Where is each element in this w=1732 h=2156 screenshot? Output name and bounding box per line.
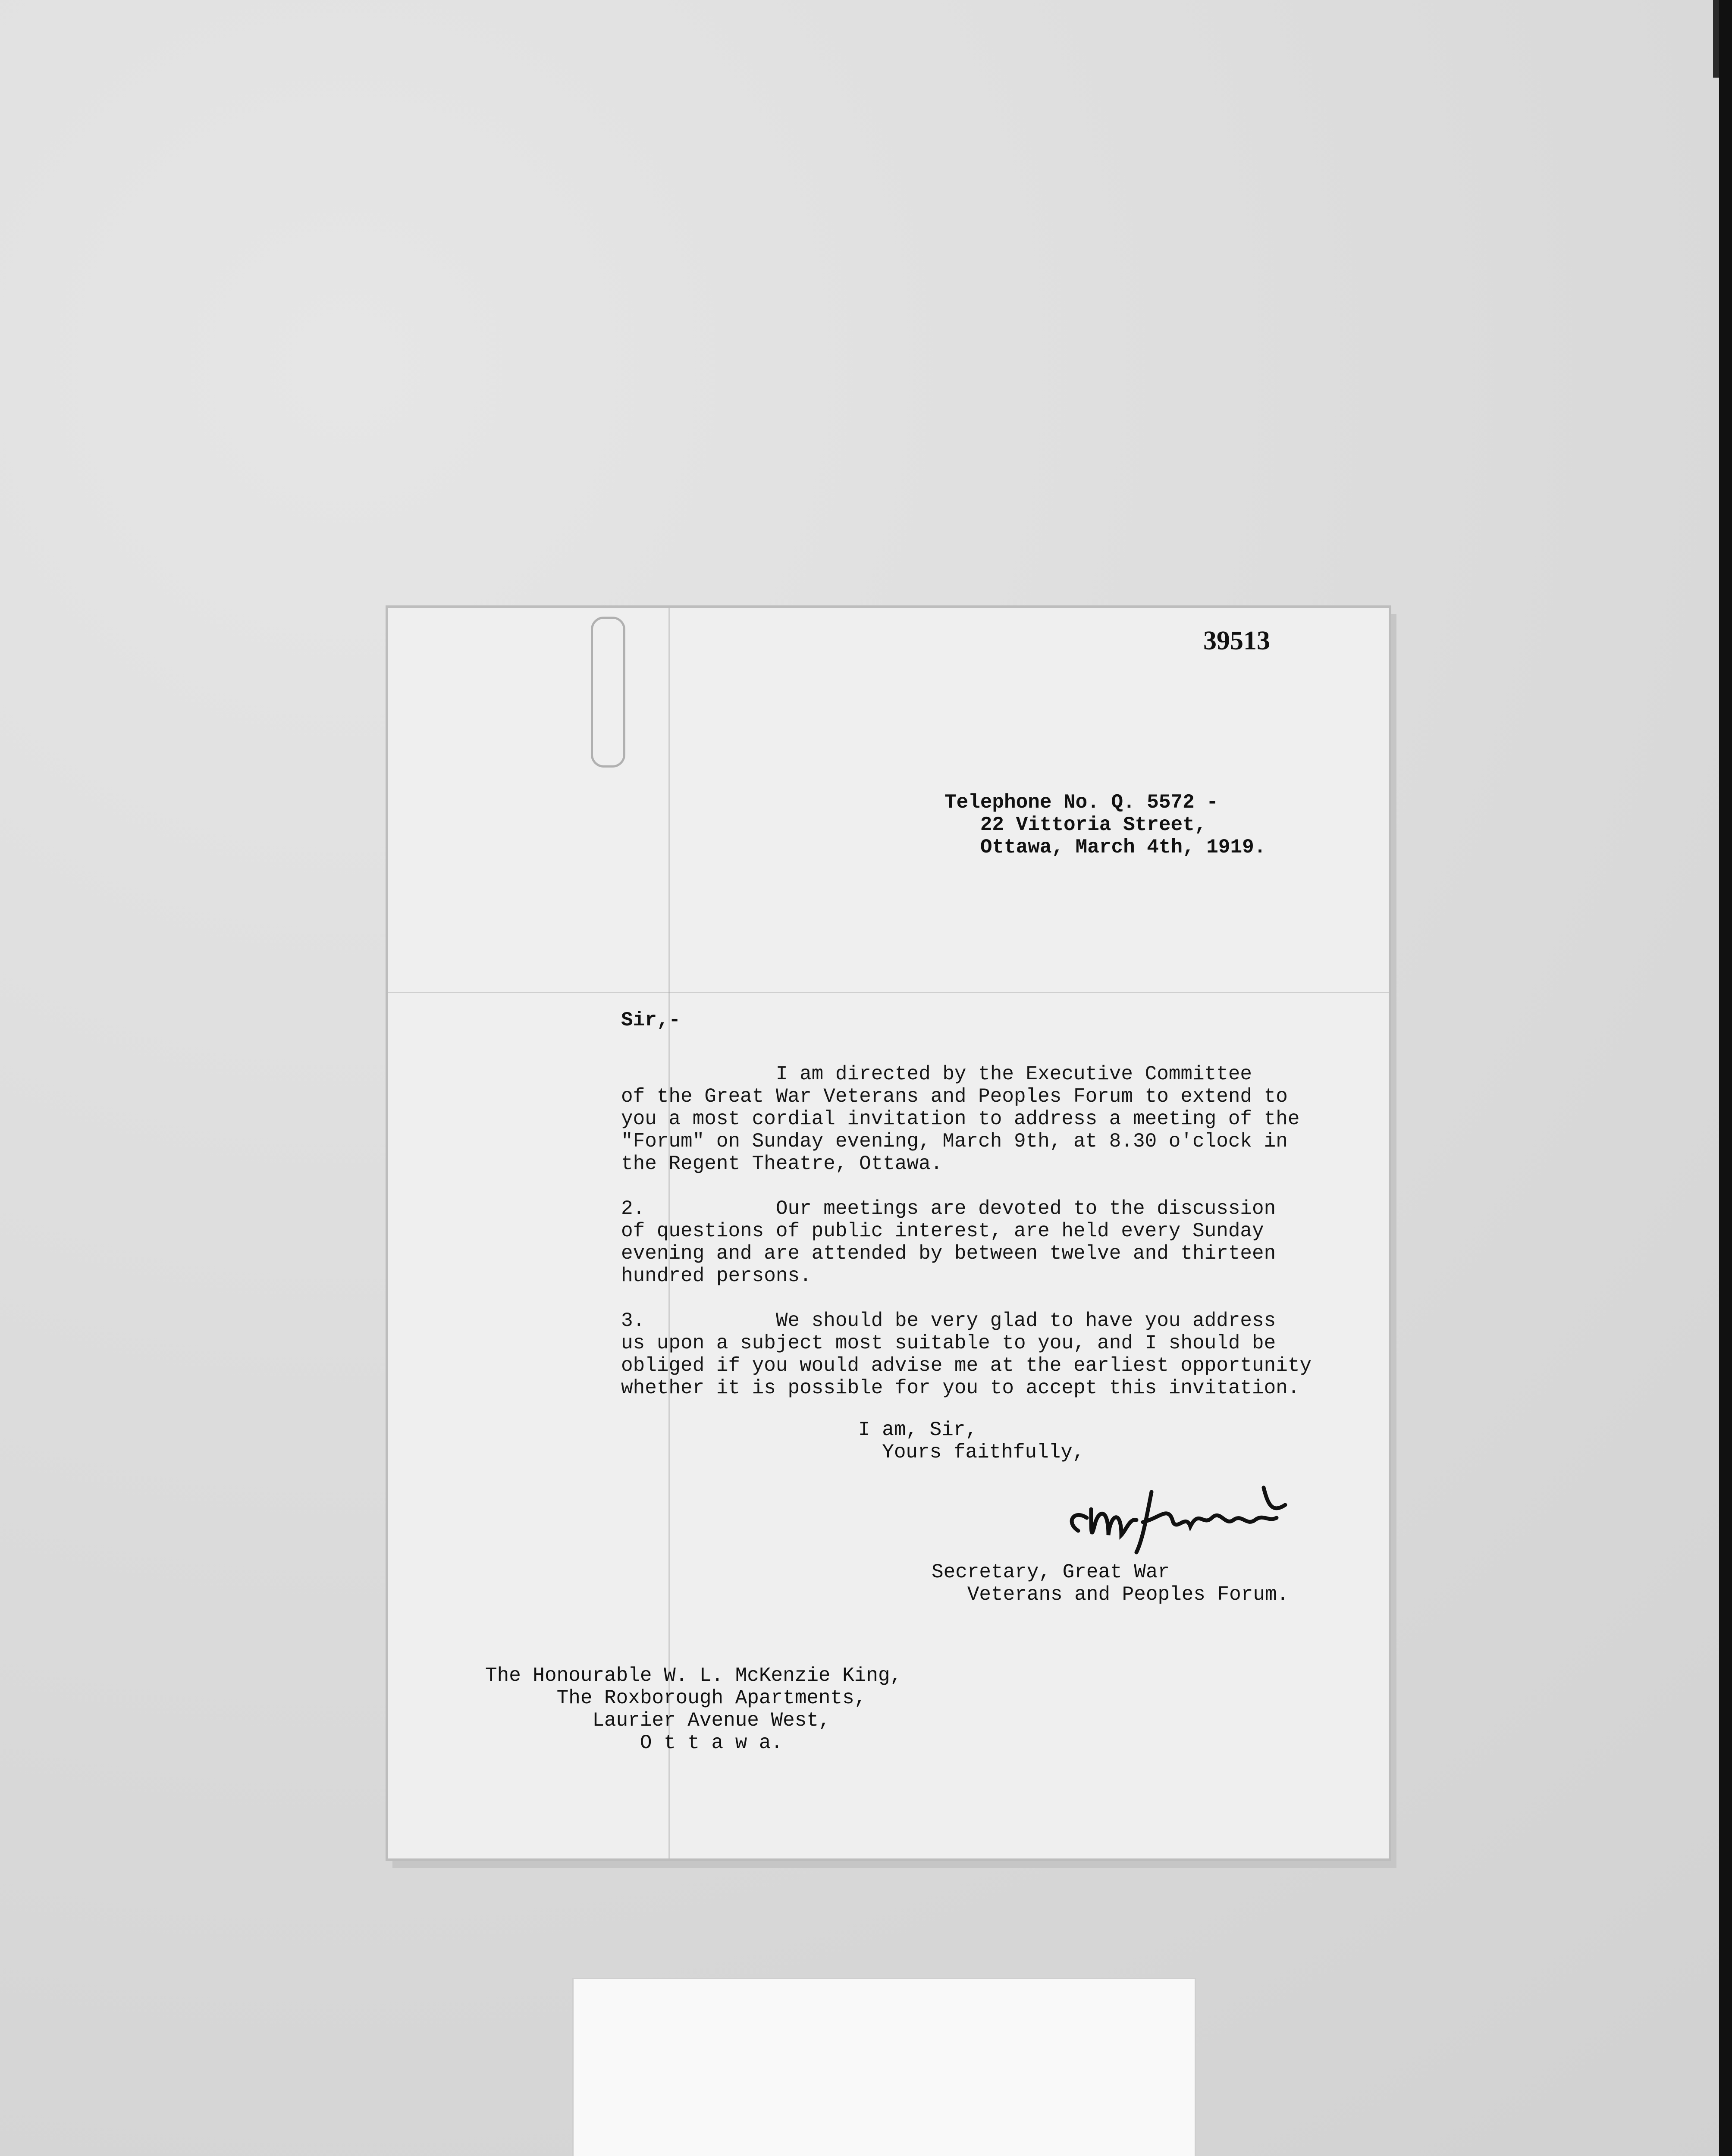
body-line: obliged if you would advise me at the earliest opportunity	[621, 1354, 1312, 1377]
signature-block-line: Veterans and Peoples Forum.	[932, 1583, 1289, 1606]
letter-sheet	[388, 608, 1389, 1858]
body-line: I am directed by the Executive Committee	[621, 1063, 1252, 1085]
body-line	[621, 1287, 1312, 1310]
body-line: hundred persons.	[621, 1265, 812, 1287]
recipient-line: O t t a w a.	[485, 1732, 783, 1754]
body-line: the Regent Theatre, Ottawa.	[621, 1153, 943, 1175]
signature-block-line: Secretary, Great War	[932, 1561, 1170, 1583]
body-line: us upon a subject most suitable to you, and I should be	[621, 1332, 1276, 1354]
body-line: of the Great War Veterans and Peoples Forum to extend to	[621, 1085, 1288, 1108]
fold-line-horizontal	[388, 992, 1389, 993]
recipient-line: The Roxborough Apartments,	[485, 1687, 866, 1709]
handwritten-signature	[1061, 1479, 1328, 1561]
recipient-line: The Honourable W. L. McKenzie King,	[485, 1664, 902, 1687]
body-line: 2. Our meetings are devoted to the discussion	[621, 1197, 1276, 1220]
body-line: "Forum" on Sunday evening, March 9th, at 8.30 o'clock in	[621, 1130, 1288, 1153]
salutation: Sir,-	[621, 1009, 681, 1031]
film-edge	[1719, 0, 1732, 2156]
body-line: whether it is possible for you to accept this invitation.	[621, 1377, 1300, 1399]
recipient-address	[485, 1664, 902, 1754]
recipient-line: Laurier Avenue West,	[485, 1709, 831, 1732]
signature-block	[932, 1561, 1289, 1606]
document-number: 39513	[1203, 626, 1270, 655]
sender-address	[944, 791, 1266, 859]
archive-label-card	[574, 1979, 1195, 2156]
address-line: 22 Vittoria Street,	[944, 814, 1207, 836]
film-edge-notch	[1713, 0, 1719, 78]
closing-line: I am, Sir,	[858, 1419, 978, 1441]
body-line	[621, 1175, 1312, 1197]
body-line: 3. We should be very glad to have you address	[621, 1310, 1276, 1332]
address-line: Telephone No. Q. 5572 -	[944, 791, 1218, 814]
address-line: Ottawa, March 4th, 1919.	[944, 836, 1266, 859]
body-line: of questions of public interest, are held every Sunday	[621, 1220, 1264, 1242]
complimentary-close	[858, 1419, 1085, 1463]
body-line: evening and are attended by between twelve and thirteen	[621, 1242, 1276, 1265]
paperclip-mark	[591, 617, 625, 768]
closing-line: Yours faithfully,	[858, 1441, 1085, 1463]
body-line: you a most cordial invitation to address a meeting of the	[621, 1108, 1300, 1130]
letter-body	[621, 1063, 1312, 1399]
